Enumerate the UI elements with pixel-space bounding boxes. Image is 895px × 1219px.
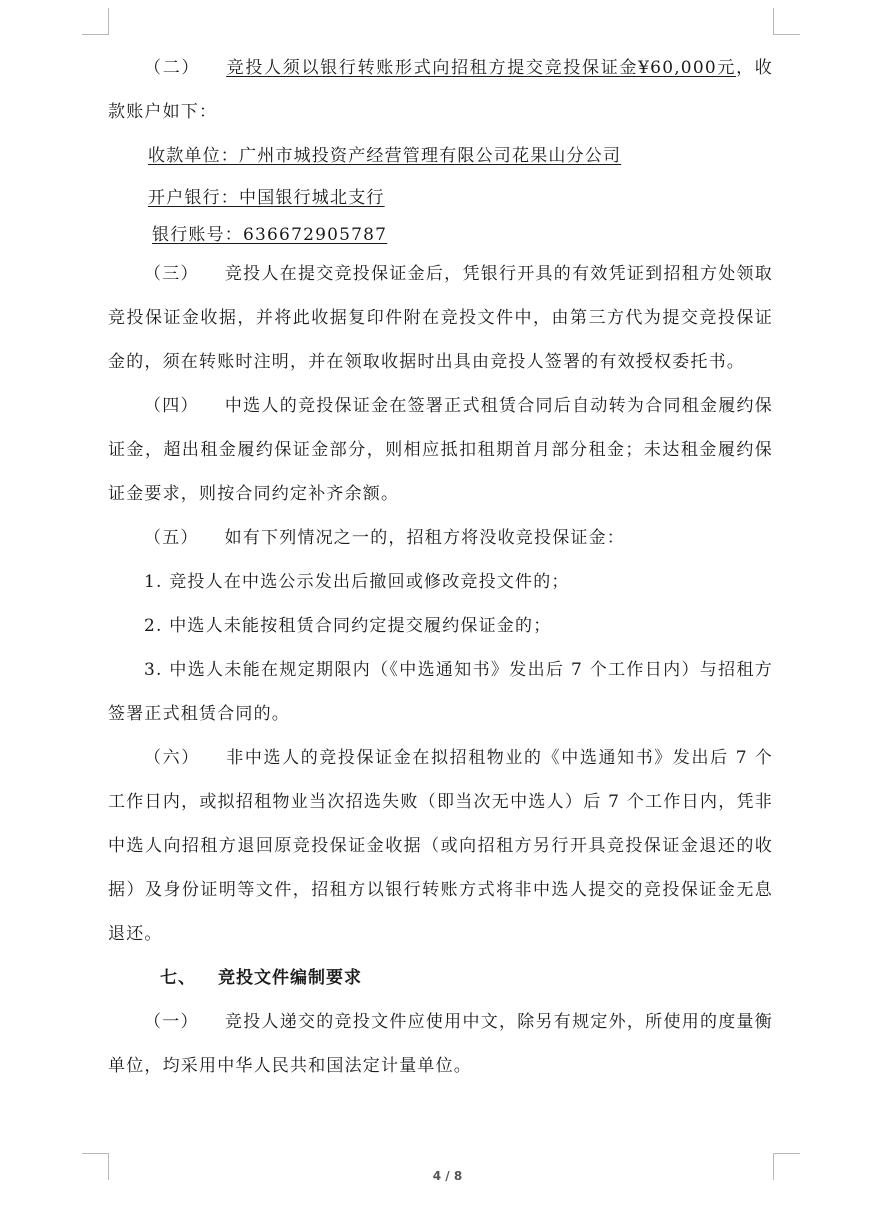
crop-mark-top-left (82, 8, 109, 35)
deposit-amount-text: 竞投人须以银行转账形式向招租方提交竞投保证金¥60,000元 (226, 58, 737, 78)
paragraph-refund: （六） 非中选人的竞投保证金在拟招租物业的《中选通知书》发出后 7 个工作日内，或拟招租物业当次招选失败（即当次无中选人）后 7 个工作日内，凭非中选人向招租方退回原竞投保证金收据（或向招租方另行开具竞投保证金退还的收据）及身份证明等文件，招租方以银行转账方式将非中选人提交的竞投保证金无息退还。 (108, 748, 773, 944)
deposit-rest-text: ，收款账户如下： (108, 58, 773, 122)
paragraph-conversion: （四） 中选人的竞投保证金在签署正式租赁合同后自动转为合同租金履约保证金，超出租金履约保证金部分，则相应抵扣租期首月部分租金；未达租金履约保证金要求，则按合同约定补齐余额。 (108, 396, 773, 504)
list-item: 2. 中选人未能按租赁合同约定提交履约保证金的； (144, 616, 552, 636)
list-item: 3. 中选人未能在规定期限内（《中选通知书》发出后 7 个工作日内）与招租方签署正式租赁合同的。 (108, 660, 773, 724)
account-payee: 收款单位：广州市城投资产经营管理有限公司花果山分公司 (148, 146, 622, 166)
page-number: 4 / 8 (432, 1169, 463, 1183)
document-body (108, 46, 773, 1088)
paragraph-deposit-method (108, 46, 773, 134)
section-heading: 七、 竞投文件编制要求 (160, 968, 362, 988)
paragraph-label: （二） (144, 58, 201, 78)
crop-mark-top-right (773, 8, 800, 35)
paragraph-receipt: （三） 竞投人在提交竞投保证金后，凭银行开具的有效凭证到招租方处领取竞投保证金收据，并将此收据复印件附在竞投文件中，由第三方代为提交竞投保证金的，须在转账时注明，并在领取收据时出具由竞投人签署的有效授权委托书。 (108, 264, 773, 372)
list-item: 1. 竞投人在中选公示发出后撤回或修改竞投文件的； (144, 572, 570, 592)
paragraph-forfeit: （五） 如有下列情况之一的，招租方将没收竞投保证金： (144, 528, 626, 548)
account-bank: 开户银行：中国银行城北支行 (148, 188, 385, 208)
account-number: 银行账号：636672905787 (152, 225, 388, 245)
paragraph-language: （一） 竞投人递交的竞投文件应使用中文，除另有规定外，所使用的度量衡单位，均采用中华人民共和国法定计量单位。 (108, 1012, 773, 1076)
